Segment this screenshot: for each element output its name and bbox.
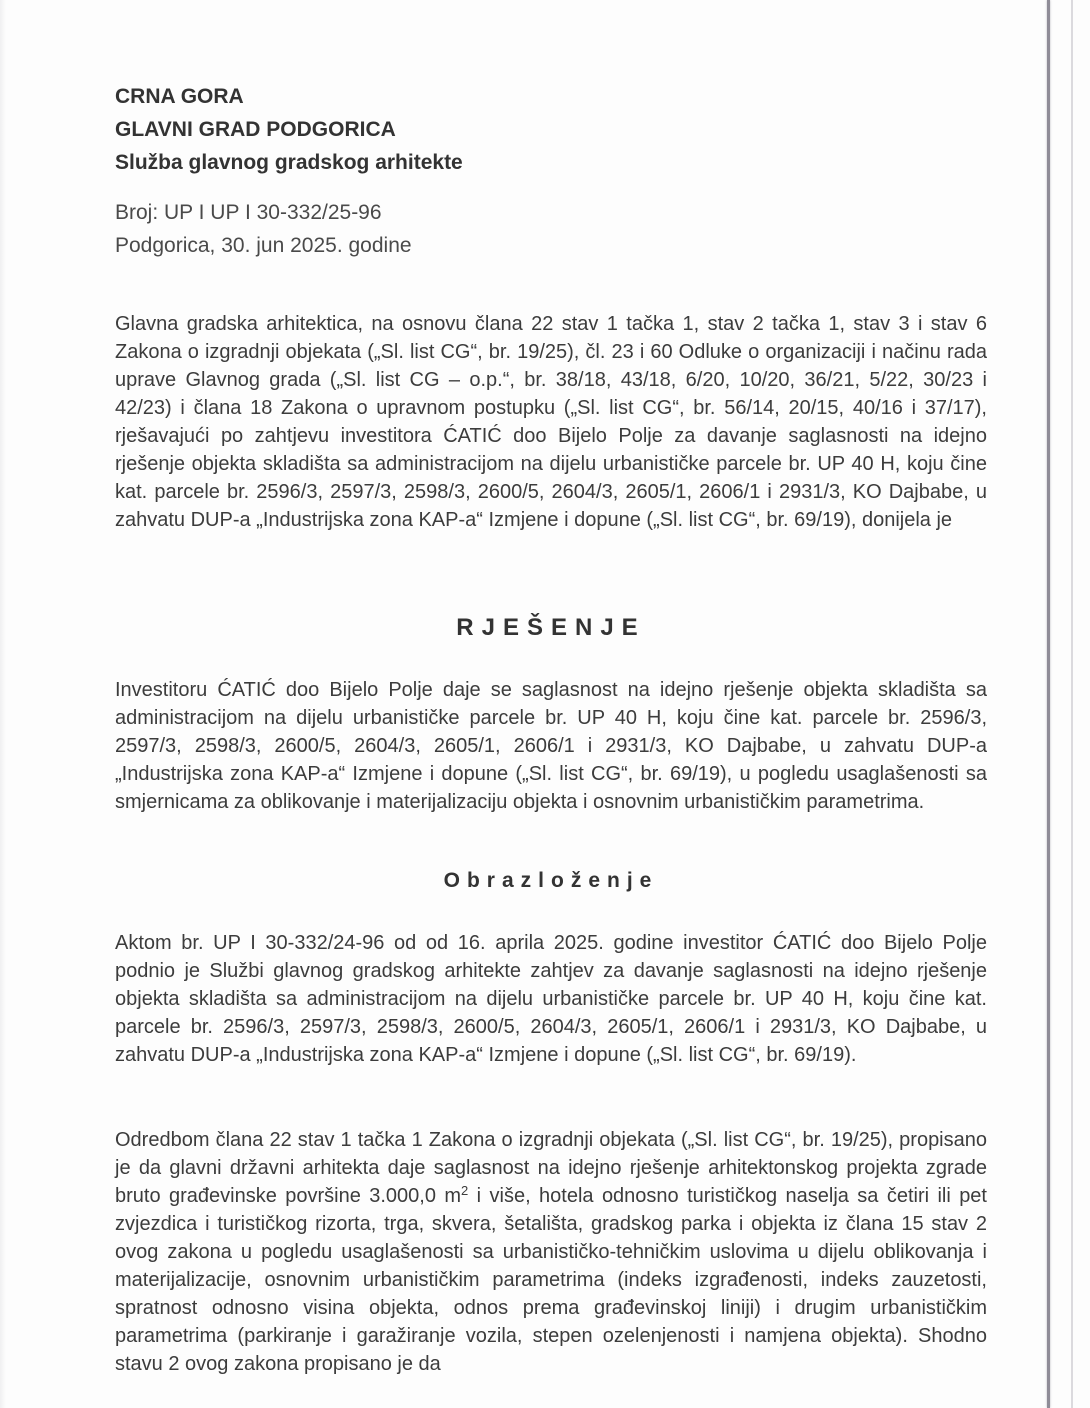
reference-block xyxy=(115,196,412,262)
letterhead xyxy=(115,80,463,179)
city-name: GLAVNI GRAD PODGORICA xyxy=(115,118,396,141)
office-name: Služba glavnog gradskog arhitekte xyxy=(115,151,463,174)
explanation-p2-text-continued: i više, hotela odnosno turističkog naselja sa četiri ili pet zvjezdica i turističkog rizorta, trga, skvera, šetališta, gradskog parka i objekta iz člana 15 stav 2 ovog zakona u pogledu usaglašenosti sa urbanističko-tehničkim uslovima u dijelu oblikovanja i materijalizacije, osnovnim urbanističkim parametrima (indeks izgrađenosti, indeks zauzetosti, spratnost odnosno visina objekta, odnos prema građevinskoj liniji) i drugim urbanističkim parametrima (parkiranje i garažiranje vozila, stepen ozelenjenosti i namjena objekta). Shodno stavu 2 ovog zakona propisano je da xyxy=(115,1185,987,1375)
explanation-p2-text: Odredbom člana 22 stav 1 tačka 1 Zakona o izgradnji objekata („Sl. list CG“, br. 19/25), propisano je da glavni državni arhitekta daje saglasnost na idejno rješenje arhitektonskog projekta zgrade bruto građevinske površine 3.000,0 m xyxy=(115,1129,987,1207)
decision-paragraph: Investitoru ĆATIĆ doo Bijelo Polje daje se saglasnost na idejno rješenje objekta skladišta sa administracijom na dijelu urbanističke parcele br. UP 40 H, koju čine kat. parcele br. 2596/3, 2597/3, 2598/3, 2600/5, 2604/3, 2605/1, 2606/1 i 2931/3, KO Dajbabe, u zahvatu DUP-a „Industrijska zona KAP-a“ Izmjene i dopune („Sl. list CG“, br. 69/19), u pogledu usaglašenosti sa smjernicama za oblikovanje i materijalizaciju objekta i osnovnim urbanističkim parametrima. xyxy=(115,679,987,813)
country-name: CRNA GORA xyxy=(115,85,244,108)
explanation-paragraph-1: Aktom br. UP I 30-332/24-96 od od 16. aprila 2025. godine investitor ĆATIĆ doo Bijelo Polje podnio je Službi glavnog gradskog arhitekte zahtjev za davanje saglasnosti na idejno rješenje objekta skladišta sa administracijom na dijelu urbanističke parcele br. UP 40 H, koju čine kat. parcele br. 2596/3, 2597/3, 2598/3, 2600/5, 2604/3, 2605/1, 2606/1 i 2931/3, KO Dajbabe, u zahvatu DUP-a „Industrijska zona KAP-a“ Izmjene i dopune („Sl. list CG“, br. 69/19). xyxy=(115,932,987,1066)
explanation-heading: Obrazloženje xyxy=(443,869,659,892)
place-date: Podgorica, 30. jun 2025. godine xyxy=(115,234,412,257)
case-number: Broj: UP I UP I 30-332/25-96 xyxy=(115,201,382,224)
intro-paragraph: Glavna gradska arhitektica, na osnovu člana 22 stav 1 tačka 1, stav 2 tačka 1, stav 3 i stav 6 Zakona o izgradnji objekata („Sl. list CG“, br. 19/25), čl. 23 i 60 Odluke o organizaciji i načinu rada uprave Glavnog grada („Sl. list CG – o.p.“, br. 38/18, 43/18, 6/20, 10/20, 36/21, 5/22, 30/23 i 42/23) i člana 18 Zakona o upravnom postupku („Sl. list CG“, br. 56/14, 20/15, 40/16 i 37/17), rješavajući po zahtjevu investitora ĆATIĆ doo Bijelo Polje za davanje saglasnosti na idejno rješenje objekta skladišta sa administracijom na dijelu urbanističke parcele br. UP 40 H, koju čine kat. parcele br. 2596/3, 2597/3, 2598/3, 2600/5, 2604/3, 2605/1, 2606/1 i 2931/3, KO Dajbabe, u zahvatu DUP-a „Industrijska zona KAP-a“ Izmjene i dopune („Sl. list CG“, br. 69/19), donijela je xyxy=(115,313,987,531)
explanation-paragraph-2 xyxy=(115,1126,987,1378)
square-meter-superscript: 2 xyxy=(461,1183,469,1198)
scan-page-edge-line xyxy=(1047,0,1050,1408)
scan-fold-line xyxy=(1071,0,1073,1408)
decision-heading: RJEŠENJE xyxy=(456,614,646,641)
scan-left-edge-shading xyxy=(0,0,6,1408)
